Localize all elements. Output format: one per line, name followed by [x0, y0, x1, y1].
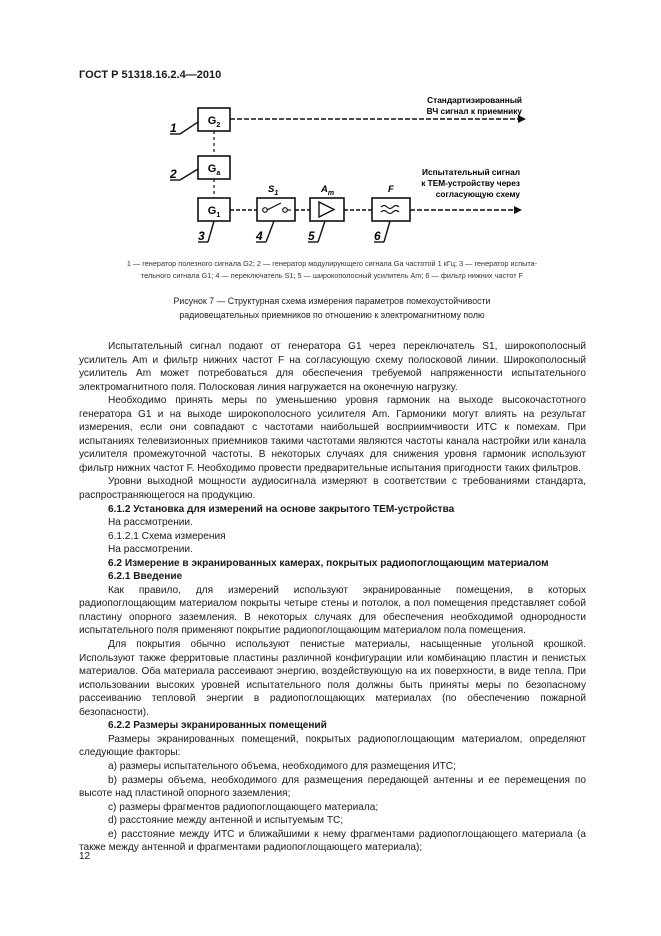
section-heading: 6.2 Измерение в экранированных камерах, покрытых радиопоглощающим материалом	[108, 557, 549, 569]
section-heading: 6.1.2 Установка для измерений на основе закрытого ТЕМ-устройства	[108, 503, 455, 515]
top-output-label: Стандартизированный	[427, 95, 522, 105]
paragraph: Размеры экранированных помещений, покрытых радиопоглощающим материалом, определяют следующие факторы:	[79, 733, 586, 759]
section-heading: 6.2.2 Размеры экранированных помещений	[108, 720, 327, 732]
list-item: d) расстояние между антенной и испытуемым ТС;	[108, 815, 344, 827]
section-heading: 6.1.2.1 Схема измерения	[108, 530, 226, 542]
figure-caption	[82, 294, 582, 322]
g2-label: $G_2$	[207, 115, 221, 129]
paragraph: Уровни выходной мощности аудиосигнала измеряют в соответствии с требованиями стандарта, распространяющегося на продукцию.	[79, 476, 586, 502]
figure-caption-line: радиовещательных приемников по отношению к электромагнитному полю	[179, 310, 485, 320]
marker-2: 2	[170, 167, 177, 181]
marker-3: 3	[198, 229, 205, 243]
figure-caption-line: Рисунок 7 — Структурная схема измерения параметров помехоустойчивости	[173, 296, 491, 306]
list-item: b) размеры объема, необходимого для размещения передающей антенны и ее перемещения по высоте над пластиной опорного заземления;	[79, 774, 586, 800]
arrow-right-icon	[518, 115, 526, 123]
s1-label: $S_1$	[268, 184, 279, 197]
legend-line: тельного сигнала G1; 4 — переключатель S1; 5 — широкополосный усилитель Am; 6 — фильтр нижних частот F	[140, 270, 524, 280]
section-heading: 6.2.1 Введение	[108, 571, 183, 583]
block-diagram	[160, 92, 540, 254]
top-output-label: ВЧ сигнал к приемнику	[426, 106, 522, 116]
marker-4: 4	[256, 229, 263, 243]
paragraph: Для покрытия обычно используют пенистые материалы, насыщенные угольной крошкой. Используют также ферритовые пластины различной конфигурации или комбинацию пластин и пенистых материалов. Оба материала рассеивают энергию, воздействующую на их поверхности, в виде тепла. При использовании высоких уровней испытательного поля должны быть приняты меры по безопасному рассеиванию тепловой энергии в радиопоглощающих материалах (по обеспечению пожарной безопасности).	[79, 639, 586, 718]
legend-line: 1 — генератор полезного сигнала G2; 2 — генератор модулирующего сигнала Ga частотой 1 кГц; 3 — генератор испыта-	[126, 259, 538, 268]
test-output-label: Испытательный сигнал	[422, 167, 520, 177]
f-label: F	[388, 184, 394, 195]
marker-6: 6	[374, 229, 381, 243]
paragraph: Как правило, для измерений используют экранированные помещения, в которых радиопоглощающим материалом покрыты четыре стены и потолок, а пол помещения представляет собой пластину опорного заземления. В некоторых случаях для обеспечения необходимой однородности испытательного поля применяют покрытие радиопоглощающим материалом пола помещения.	[79, 584, 586, 637]
am-label: $A_m$	[321, 184, 335, 197]
filter-block	[372, 198, 410, 221]
marker-1: 1	[170, 121, 177, 135]
list-item: e) расстояние между ИТС и ближайшими к нему фрагментами радиопоглощающего материала (а также между антенной и фрагментами радиопоглощающего материала);	[79, 828, 586, 854]
paragraph: На рассмотрении.	[108, 544, 193, 556]
marker-5: 5	[308, 229, 315, 243]
g1-label: $G_1$	[207, 205, 221, 219]
test-output-label: согласующую схему	[435, 189, 520, 199]
arrow-right-icon	[514, 206, 522, 214]
ga-label: $G_a$	[207, 163, 221, 177]
paragraph: Необходимо принять меры по уменьшению уровня гармоник на выходе высокочастотного генератора G1 и на выходе широкополосного усилителя Am. Гармоники могут влиять на результат измерения, если они совпадают с частотами наибольшей восприимчивости ИТС к помехам. При испытаниях телевизионных приемников такими частотами являются частоты канала настройки или канала усилителя промежуточной частоты. В некоторых случаях для снижения уровня гармоник используют фильтр нижних частот F. Необходимо провести предварительные испытания пригодности таких фильтров.	[79, 395, 586, 474]
document-header: ГОСТ Р 51318.16.2.4—2010	[79, 69, 222, 81]
page-number: 12	[79, 851, 91, 862]
figure-legend	[82, 258, 582, 281]
list-item: c) размеры фрагментов радиопоглощающего материала;	[108, 801, 379, 813]
test-output-label: к ТЕМ-устройству через	[421, 178, 520, 188]
list-item: a) размеры испытательного объема, необходимого для размещения ИТС;	[108, 760, 456, 772]
amplifier-block	[310, 198, 344, 221]
paragraph: Испытательный сигнал подают от генератора G1 через переключатель S1, широкополосный усилитель Am и фильтр нижних частот F на согласующую схему полосковой линии. Широкополосный усилитель Am может потребоваться для обеспечения требуемой напряженности испытательного электромагнитного поля. Полосковая линия нагружается на оконечную нагрузку.	[79, 341, 586, 393]
paragraph: На рассмотрении.	[108, 517, 193, 529]
body-text	[79, 340, 586, 855]
